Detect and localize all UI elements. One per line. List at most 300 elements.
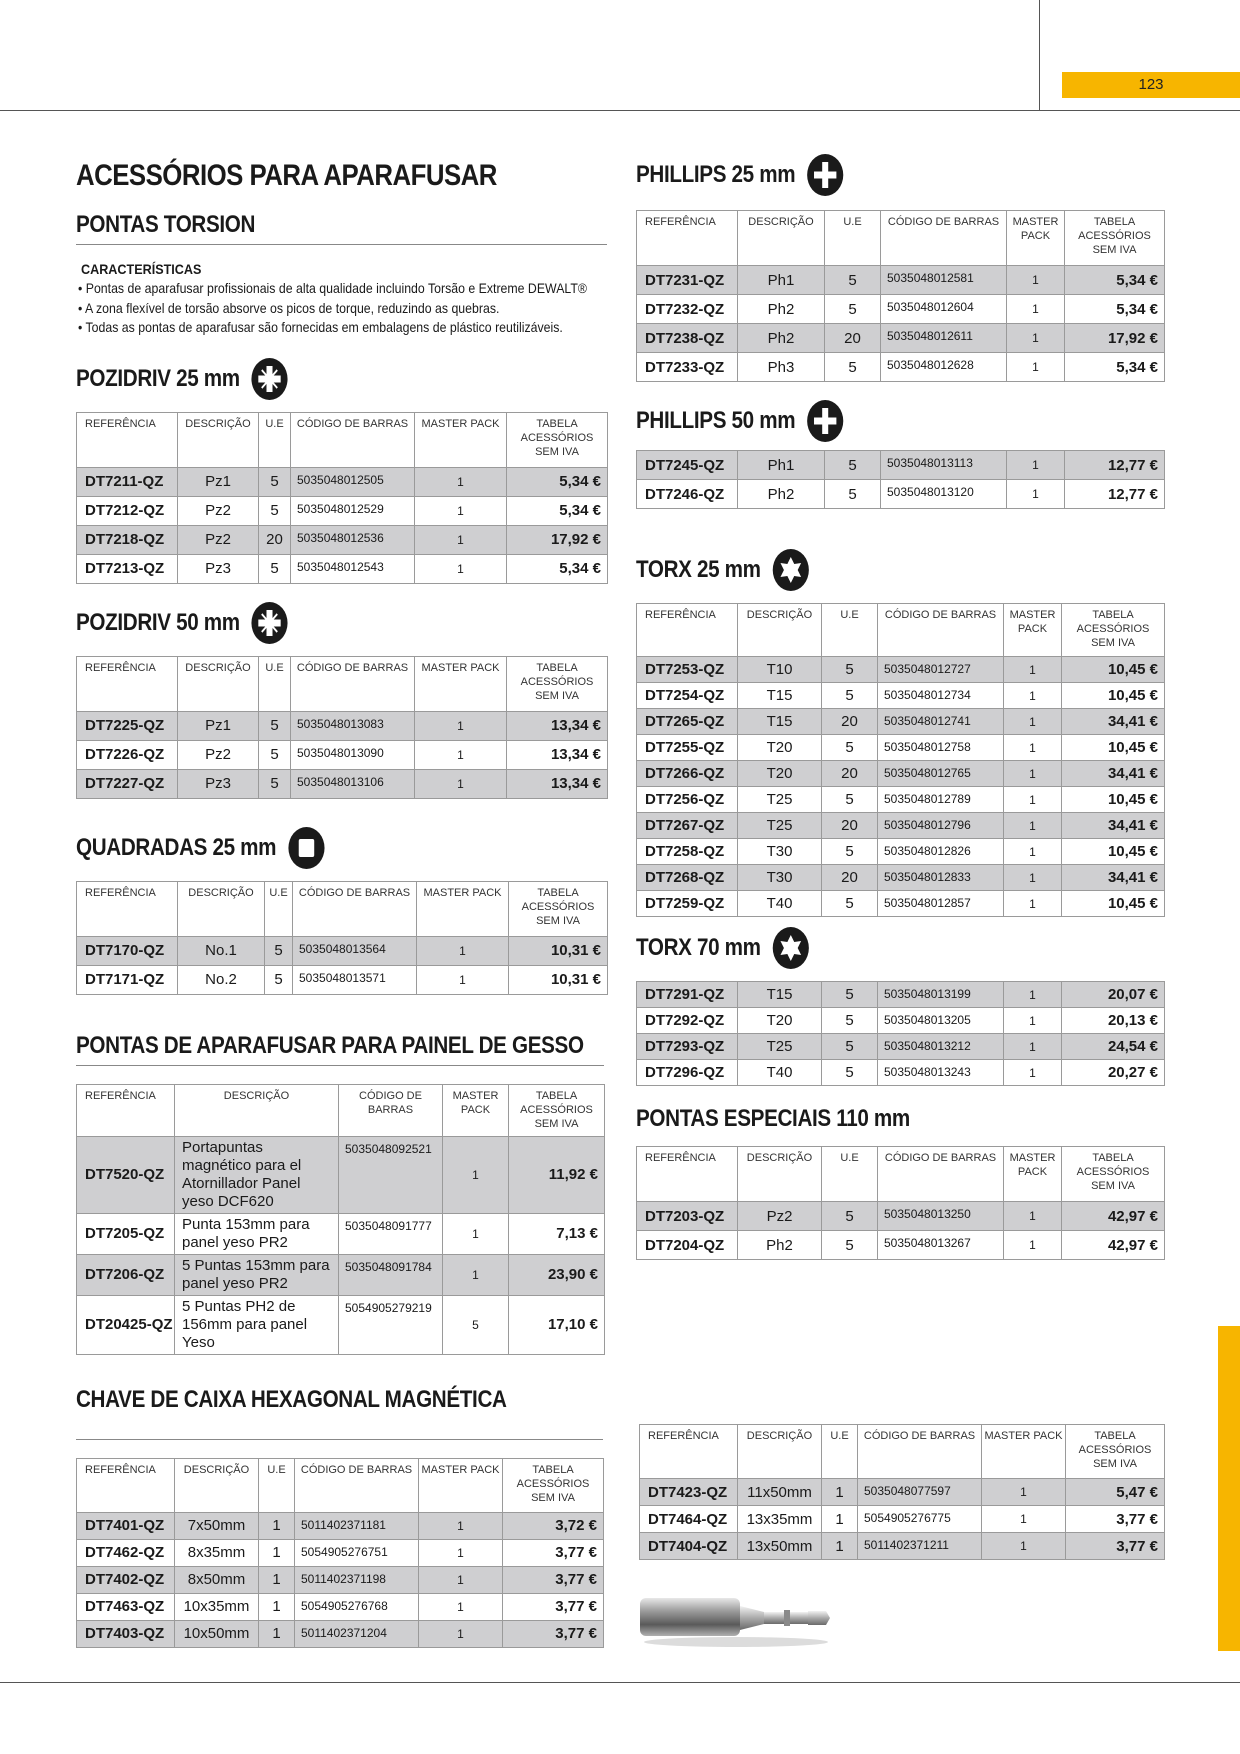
phillips-icon: [807, 400, 843, 442]
cell-master: 1: [443, 1136, 509, 1213]
cell-ue: 5: [822, 787, 878, 813]
cell-barcode: 5035048092521: [339, 1136, 443, 1213]
col-barcode: CÓDIGO DE BARRAS: [291, 656, 415, 711]
cell-ue: 5: [259, 711, 291, 740]
cell-ref: DT7231-QZ: [637, 266, 738, 295]
cell-barcode: 5035048012796: [878, 813, 1004, 839]
table-row: [77, 1254, 605, 1295]
cell-master: 1: [1007, 480, 1065, 509]
cell-ref: DT7227-QZ: [77, 769, 178, 798]
cell-price: 3,72 €: [503, 1512, 604, 1539]
cell-ref: DT7206-QZ: [77, 1254, 175, 1295]
cell-price: 10,45 €: [1062, 839, 1165, 865]
cell-barcode: 5054905276768: [295, 1593, 419, 1620]
cell-barcode: 5035048013120: [881, 480, 1007, 509]
cell-ref: DT7464-QZ: [640, 1506, 738, 1533]
cell-barcode: 5035048012628: [881, 353, 1007, 382]
cell-price: 10,45 €: [1062, 657, 1165, 683]
cell-ue: 5: [822, 1034, 878, 1060]
cell-ue: 5: [822, 657, 878, 683]
cell-ref: DT7423-QZ: [640, 1479, 738, 1506]
cell-barcode: 5035048012727: [878, 657, 1004, 683]
cell-desc: T15: [738, 709, 822, 735]
col-barcode: CÓDIGO DE BARRAS: [295, 1458, 419, 1512]
cell-desc: T30: [738, 839, 822, 865]
cell-desc: 7x50mm: [175, 1512, 259, 1539]
cell-desc: Pz3: [178, 769, 259, 798]
table-row: [77, 740, 608, 769]
cell-ue: 5: [259, 769, 291, 798]
table-row: [637, 1231, 1165, 1260]
header-rule: [0, 110, 1240, 111]
table-row: [637, 1034, 1165, 1060]
cell-price: 34,41 €: [1062, 865, 1165, 891]
cell-master: 1: [419, 1620, 503, 1647]
cell-ue: 5: [822, 1008, 878, 1034]
cell-ue: 5: [259, 740, 291, 769]
table-row: [640, 1506, 1165, 1533]
cell-price: 42,97 €: [1062, 1231, 1165, 1260]
table-row: [637, 982, 1165, 1008]
cell-desc: Pz1: [178, 711, 259, 740]
cell-barcode: 5035048012826: [878, 839, 1004, 865]
cell-ue: 1: [259, 1593, 295, 1620]
cell-ue: 5: [825, 480, 881, 509]
cell-desc: 5 Puntas 153mm para panel yeso PR2: [175, 1254, 339, 1295]
right-column: [636, 158, 1164, 1260]
cell-barcode: 5035048012581: [881, 266, 1007, 295]
col-desc: DESCRIÇÃO: [738, 211, 825, 266]
col-desc: DESCRIÇÃO: [738, 1147, 822, 1202]
cell-ref: DT7204-QZ: [637, 1231, 738, 1260]
socket-table-left: [76, 1458, 604, 1648]
cell-master: 1: [1004, 1034, 1062, 1060]
cell-ref: DT7218-QZ: [77, 525, 178, 554]
pozidriv-icon: [252, 602, 288, 644]
col-barcode: CÓDIGO DE BARRAS: [881, 211, 1007, 266]
cell-barcode: 5035048013106: [291, 769, 415, 798]
col-barcode: CÓDIGO DE BARRAS: [858, 1425, 982, 1479]
cell-master: 1: [415, 711, 507, 740]
cell-master: 1: [415, 740, 507, 769]
col-price: TABELA ACESSÓRIOS SEM IVA: [507, 656, 608, 711]
cell-ue: 5: [822, 1202, 878, 1231]
cell-master: 1: [419, 1566, 503, 1593]
cell-price: 12,77 €: [1065, 451, 1165, 480]
page-title: ACESSÓRIOS PARA APARAFUSAR: [76, 159, 497, 192]
col-ref: REFERÊNCIA: [640, 1425, 738, 1479]
cell-desc: Pz3: [178, 554, 259, 583]
cell-master: 1: [982, 1479, 1066, 1506]
table-row: [637, 709, 1165, 735]
cell-master: 1: [1007, 266, 1065, 295]
col-ue: U.E: [822, 1147, 878, 1202]
col-master: MASTER PACK: [1007, 211, 1065, 266]
cell-ue: 5: [265, 965, 293, 994]
table-row: [637, 891, 1165, 917]
col-desc: DESCRIÇÃO: [178, 881, 265, 936]
phillips25-table: [636, 210, 1165, 382]
cell-ref: DT7232-QZ: [637, 295, 738, 324]
cell-barcode: 5011402371204: [295, 1620, 419, 1647]
cell-ue: 1: [822, 1506, 858, 1533]
cell-barcode: 5011402371181: [295, 1512, 419, 1539]
col-master: MASTER PACK: [419, 1458, 503, 1512]
cell-barcode: 5035048012529: [291, 496, 415, 525]
magnetic-nut-driver-image: [636, 1592, 836, 1650]
table-row: [77, 525, 608, 554]
cell-master: 1: [415, 554, 507, 583]
cell-price: 7,13 €: [509, 1213, 605, 1254]
pozidriv25-table: [76, 412, 608, 584]
table-row: [637, 480, 1165, 509]
cell-master: 1: [1004, 865, 1062, 891]
cell-barcode: 5035048013267: [878, 1231, 1004, 1260]
col-barcode: CÓDIGO DE BARRAS: [339, 1084, 443, 1136]
cell-desc: 13x35mm: [738, 1506, 822, 1533]
cell-master: 1: [419, 1512, 503, 1539]
cell-master: 1: [1004, 709, 1062, 735]
pozidriv50-table: [76, 656, 608, 799]
cell-master: 1: [415, 496, 507, 525]
socket-rule: [76, 1439, 603, 1440]
cell-price: 23,90 €: [509, 1254, 605, 1295]
col-barcode: CÓDIGO DE BARRAS: [293, 881, 417, 936]
col-barcode: CÓDIGO DE BARRAS: [878, 604, 1004, 657]
cell-master: 1: [1004, 657, 1062, 683]
col-master: MASTER PACK: [1004, 1147, 1062, 1202]
drywall-header: [76, 1031, 604, 1066]
cell-barcode: 5035048012543: [291, 554, 415, 583]
feature-item: • A zona flexível de torsão absorve os picos de torque, reduzindo as quebras.: [78, 299, 500, 316]
cell-ue: 20: [822, 865, 878, 891]
phillips25-title: PHILLIPS 25 mm: [636, 161, 796, 188]
side-accent-bar: [1218, 1326, 1240, 1651]
left-column: [76, 158, 607, 1648]
torx-icon: [773, 927, 809, 969]
cell-price: 13,34 €: [507, 740, 608, 769]
cell-ref: DT20425-QZ: [77, 1295, 175, 1354]
cell-master: 1: [415, 769, 507, 798]
cell-barcode: 5054905276775: [858, 1506, 982, 1533]
table-row: [637, 451, 1165, 480]
col-price: TABELA ACESSÓRIOS SEM IVA: [1065, 211, 1165, 266]
cell-barcode: 5054905279219: [339, 1295, 443, 1354]
cell-ue: 1: [259, 1539, 295, 1566]
drywall-table: [76, 1084, 605, 1355]
cell-price: 3,77 €: [503, 1593, 604, 1620]
table-row: [637, 657, 1165, 683]
cell-master: 1: [982, 1506, 1066, 1533]
table-row: [637, 1060, 1165, 1086]
cell-price: 17,92 €: [1065, 324, 1165, 353]
feature-item: • Pontas de aparafusar profissionais de alta qualidade incluindo Torsão e Extreme DEWALT®: [78, 280, 587, 296]
cell-master: 1: [1004, 813, 1062, 839]
cell-desc: 13x50mm: [738, 1533, 822, 1560]
cell-master: 1: [1004, 761, 1062, 787]
cell-barcode: 5035048013205: [878, 1008, 1004, 1034]
table-row: [77, 965, 608, 994]
col-price: TABELA ACESSÓRIOS SEM IVA: [1066, 1425, 1165, 1479]
cell-ref: DT7402-QZ: [77, 1566, 175, 1593]
cell-ue: 1: [822, 1479, 858, 1506]
cell-master: 1: [1007, 324, 1065, 353]
cell-barcode: 5035048077597: [858, 1479, 982, 1506]
cell-desc: Punta 153mm para panel yeso PR2: [175, 1213, 339, 1254]
cell-price: 10,45 €: [1062, 787, 1165, 813]
cell-ue: 20: [822, 813, 878, 839]
cell-ref: DT7267-QZ: [637, 813, 738, 839]
cell-ue: 5: [822, 1060, 878, 1086]
cell-price: 3,77 €: [1066, 1533, 1165, 1560]
cell-ref: DT7259-QZ: [637, 891, 738, 917]
col-desc: DESCRIÇÃO: [178, 656, 259, 711]
col-price: TABELA ACESSÓRIOS SEM IVA: [503, 1458, 604, 1512]
pozidriv-icon: [252, 358, 288, 400]
square25-table: [76, 881, 608, 995]
special110-table: [636, 1146, 1165, 1260]
cell-barcode: 5035048012536: [291, 525, 415, 554]
cell-desc: Pz2: [178, 740, 259, 769]
cell-ref: DT7255-QZ: [637, 735, 738, 761]
cell-desc: 10x50mm: [175, 1620, 259, 1647]
cell-ue: 5: [825, 353, 881, 382]
special110-title: PONTAS ESPECIAIS 110 mm: [636, 1105, 910, 1132]
cell-ref: DT7256-QZ: [637, 787, 738, 813]
table-row: [77, 1136, 605, 1213]
cell-desc: T15: [738, 683, 822, 709]
cell-desc: T30: [738, 865, 822, 891]
cell-price: 10,31 €: [509, 965, 608, 994]
cell-ref: DT7203-QZ: [637, 1202, 738, 1231]
cell-price: 11,92 €: [509, 1136, 605, 1213]
cell-barcode: 5035048013113: [881, 451, 1007, 480]
cell-barcode: 5035048091784: [339, 1254, 443, 1295]
cell-desc: Ph3: [738, 353, 825, 382]
pozidriv25-header: [76, 358, 533, 400]
cell-price: 10,45 €: [1062, 891, 1165, 917]
torx25-table: [636, 603, 1165, 917]
cell-ue: 5: [822, 982, 878, 1008]
col-barcode: CÓDIGO DE BARRAS: [878, 1147, 1004, 1202]
cell-desc: Ph1: [738, 266, 825, 295]
cell-ref: DT7403-QZ: [77, 1620, 175, 1647]
square25-title: QUADRADAS 25 mm: [76, 833, 277, 861]
col-ref: REFERÊNCIA: [77, 412, 178, 467]
phillips25-header: [636, 154, 1090, 196]
cell-desc: 5 Puntas PH2 de 156mm para panel Yeso: [175, 1295, 339, 1354]
cell-price: 5,34 €: [1065, 295, 1165, 324]
socket-table-right: [639, 1424, 1165, 1560]
cell-ue: 1: [259, 1620, 295, 1647]
cell-master: 1: [1007, 295, 1065, 324]
cell-ref: DT7225-QZ: [77, 711, 178, 740]
col-desc: DESCRIÇÃO: [178, 412, 259, 467]
col-ue: U.E: [265, 881, 293, 936]
cell-price: 20,27 €: [1062, 1060, 1165, 1086]
cell-ref: DT7233-QZ: [637, 353, 738, 382]
col-ref: REFERÊNCIA: [77, 656, 178, 711]
cell-barcode: 5035048013564: [293, 936, 417, 965]
cell-desc: T15: [738, 982, 822, 1008]
cell-master: 1: [1004, 735, 1062, 761]
cell-desc: 8x35mm: [175, 1539, 259, 1566]
cell-ref: DT7211-QZ: [77, 467, 178, 496]
cell-ue: 5: [259, 554, 291, 583]
table-row: [637, 324, 1165, 353]
socket-title: CHAVE DE CAIXA HEXAGONAL MAGNÉTICA: [76, 1385, 507, 1413]
cell-ref: DT7404-QZ: [640, 1533, 738, 1560]
table-row: [637, 353, 1165, 382]
pozidriv50-title: POZIDRIV 50 mm: [76, 608, 240, 636]
cell-desc: T40: [738, 1060, 822, 1086]
cell-master: 1: [1004, 891, 1062, 917]
cell-price: 5,47 €: [1066, 1479, 1165, 1506]
cell-ue: 5: [265, 936, 293, 965]
cell-barcode: 5035048013199: [878, 982, 1004, 1008]
cell-barcode: 5035048091777: [339, 1213, 443, 1254]
cell-price: 34,41 €: [1062, 761, 1165, 787]
cell-desc: Pz2: [738, 1202, 822, 1231]
cell-ref: DT7212-QZ: [77, 496, 178, 525]
cell-ref: DT7171-QZ: [77, 965, 178, 994]
header-divider: [1039, 0, 1040, 110]
col-price: TABELA ACESSÓRIOS SEM IVA: [509, 1084, 605, 1136]
col-ue: U.E: [822, 1425, 858, 1479]
cell-ue: 5: [822, 891, 878, 917]
cell-price: 34,41 €: [1062, 813, 1165, 839]
cell-barcode: 5035048012758: [878, 735, 1004, 761]
table-row: [77, 1593, 604, 1620]
table-row: [637, 813, 1165, 839]
cell-desc: Pz2: [178, 525, 259, 554]
cell-ref: DT7292-QZ: [637, 1008, 738, 1034]
cell-master: 1: [419, 1539, 503, 1566]
cell-master: 1: [415, 467, 507, 496]
cell-price: 17,92 €: [507, 525, 608, 554]
cell-barcode: 5035048012604: [881, 295, 1007, 324]
col-barcode: CÓDIGO DE BARRAS: [291, 412, 415, 467]
cell-ue: 5: [822, 683, 878, 709]
cell-desc: 8x50mm: [175, 1566, 259, 1593]
cell-ref: DT7296-QZ: [637, 1060, 738, 1086]
cell-price: 3,77 €: [1066, 1506, 1165, 1533]
phillips-icon: [807, 154, 843, 196]
torx70-header: [636, 927, 1090, 969]
col-ref: REFERÊNCIA: [637, 1147, 738, 1202]
cell-ref: DT7266-QZ: [637, 761, 738, 787]
cell-barcode: 5035048012857: [878, 891, 1004, 917]
table-row: [637, 266, 1165, 295]
col-ue: U.E: [825, 211, 881, 266]
cell-price: 10,45 €: [1062, 683, 1165, 709]
table-row: [637, 761, 1165, 787]
cell-desc: Ph2: [738, 324, 825, 353]
cell-ref: DT7268-QZ: [637, 865, 738, 891]
col-ue: U.E: [259, 412, 291, 467]
cell-ue: 20: [825, 324, 881, 353]
col-price: TABELA ACESSÓRIOS SEM IVA: [509, 881, 608, 936]
cell-master: 1: [1004, 1231, 1062, 1260]
col-master: MASTER PACK: [443, 1084, 509, 1136]
col-desc: DESCRIÇÃO: [738, 604, 822, 657]
cell-desc: T10: [738, 657, 822, 683]
cell-price: 5,34 €: [1065, 353, 1165, 382]
cell-price: 13,34 €: [507, 711, 608, 740]
cell-barcode: 5035048012789: [878, 787, 1004, 813]
cell-master: 1: [415, 525, 507, 554]
cell-price: 5,34 €: [1065, 266, 1165, 295]
cell-master: 1: [1004, 1008, 1062, 1034]
drywall-title: PONTAS DE APARAFUSAR PARA PAINEL DE GESSO: [76, 1031, 584, 1059]
cell-master: 1: [1004, 839, 1062, 865]
table-row: [77, 1620, 604, 1647]
cell-ue: 20: [822, 709, 878, 735]
table-row: [77, 554, 608, 583]
cell-ref: DT7238-QZ: [637, 324, 738, 353]
table-row: [77, 1512, 604, 1539]
cell-desc: Ph2: [738, 480, 825, 509]
cell-master: 1: [417, 936, 509, 965]
cell-price: 20,07 €: [1062, 982, 1165, 1008]
torx25-title: TORX 25 mm: [636, 556, 761, 583]
cell-price: 20,13 €: [1062, 1008, 1165, 1034]
cell-master: 1: [982, 1533, 1066, 1560]
cell-ue: 1: [259, 1566, 295, 1593]
col-master: MASTER PACK: [1004, 604, 1062, 657]
torsion-title: PONTAS TORSION: [76, 211, 256, 238]
cell-ref: DT7213-QZ: [77, 554, 178, 583]
phillips50-title: PHILLIPS 50 mm: [636, 407, 796, 434]
col-price: TABELA ACESSÓRIOS SEM IVA: [1062, 1147, 1165, 1202]
cell-master: 1: [1004, 982, 1062, 1008]
table-row: [77, 936, 608, 965]
col-ref: REFERÊNCIA: [77, 1084, 175, 1136]
cell-ref: DT7205-QZ: [77, 1213, 175, 1254]
footer-rule: [0, 1682, 1240, 1683]
table-row: [637, 735, 1165, 761]
cell-desc: T25: [738, 787, 822, 813]
table-row: [637, 683, 1165, 709]
cell-master: 1: [1007, 353, 1065, 382]
cell-master: 1: [419, 1593, 503, 1620]
cell-barcode: 5035048012833: [878, 865, 1004, 891]
cell-price: 5,34 €: [507, 467, 608, 496]
cell-desc: Pz2: [178, 496, 259, 525]
torx-icon: [773, 549, 809, 591]
cell-barcode: 5035048012505: [291, 467, 415, 496]
table-row: [77, 1539, 604, 1566]
cell-desc: T20: [738, 1008, 822, 1034]
cell-ue: 1: [822, 1533, 858, 1560]
cell-barcode: 5035048013243: [878, 1060, 1004, 1086]
col-ue: U.E: [822, 604, 878, 657]
table-row: [637, 865, 1165, 891]
cell-price: 5,34 €: [507, 496, 608, 525]
table-row: [77, 467, 608, 496]
table-row: [637, 295, 1165, 324]
col-master: MASTER PACK: [417, 881, 509, 936]
cell-desc: T40: [738, 891, 822, 917]
pozidriv25-title: POZIDRIV 25 mm: [76, 364, 240, 392]
cell-barcode: 5035048013090: [291, 740, 415, 769]
table-row: [77, 496, 608, 525]
col-ue: U.E: [259, 1458, 295, 1512]
cell-ue: 20: [259, 525, 291, 554]
cell-ue: 5: [259, 467, 291, 496]
cell-ref: DT7170-QZ: [77, 936, 178, 965]
table-row: [637, 1202, 1165, 1231]
